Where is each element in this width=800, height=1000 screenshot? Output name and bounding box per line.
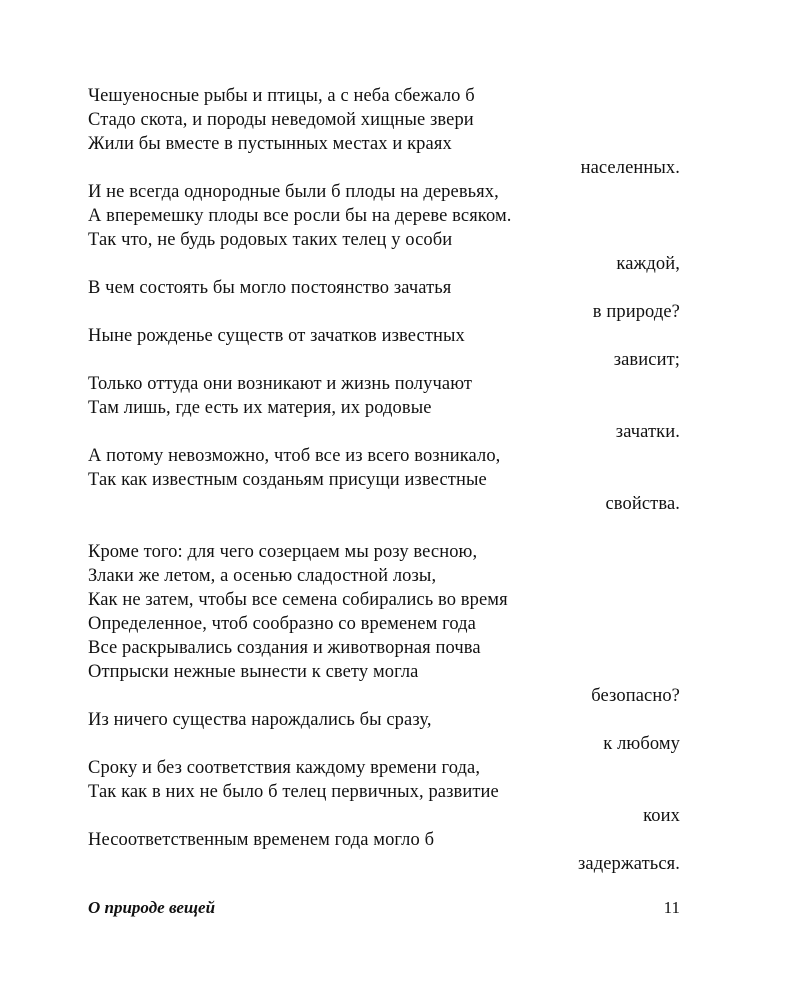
verse-line: Как не затем, чтобы все семена собирались во время — [88, 590, 508, 610]
verse-line-continuation: в природе? — [592, 302, 680, 322]
verse-line: Так как известным созданьям присущи известные — [88, 470, 487, 490]
verse-line: Жили бы вместе в пустынных местах и краях — [88, 134, 452, 154]
verse-line: Ныне рожденье существ от зачатков известных — [88, 326, 465, 346]
verse-line: Чешуеносные рыбы и птицы, а с неба сбежало б — [88, 86, 475, 106]
verse-line: А вперемешку плоды все росли бы на дереве всяком. — [88, 206, 512, 226]
verse-line: В чем состоять бы могло постоянство зачатья — [88, 278, 452, 298]
verse-line: Только оттуда они возникают и жизнь получают — [88, 374, 473, 394]
stanza-2 — [88, 540, 680, 876]
verse-line-continuation: зачатки. — [615, 422, 680, 442]
verse-line: Несоответственным временем года могло б — [88, 830, 435, 850]
verse-line-continuation: зависит; — [613, 350, 680, 370]
verse-line-continuation: каждой, — [616, 254, 680, 274]
verse-line: Сроку и без соответствия каждому времени года, — [88, 758, 481, 778]
poem-page — [88, 84, 680, 876]
stanza-1 — [88, 84, 680, 516]
verse-line: Отпрыски нежные вынести к свету могла — [88, 662, 419, 682]
verse-line: Злаки же летом, а осенью сладостной лозы, — [88, 566, 437, 586]
verse-line: Определенное, чтоб сообразно со временем года — [88, 614, 476, 634]
verse-line-continuation: коих — [643, 806, 680, 826]
verse-line: А потому невозможно, чтоб все из всего возникало, — [88, 446, 501, 466]
verse-line: Кроме того: для чего созерцаем мы розу весною, — [88, 542, 478, 562]
verse-line: Там лишь, где есть их материя, их родовые — [88, 398, 432, 418]
verse-line: Из ничего существа нарождались бы сразу, — [88, 710, 432, 730]
page-footer — [88, 896, 680, 920]
verse-line-continuation: безопасно? — [591, 686, 680, 706]
verse-line-continuation: населенных. — [580, 158, 680, 178]
verse-line-continuation: задержаться. — [578, 854, 680, 874]
verse-line: Стадо скота, и породы неведомой хищные звери — [88, 110, 474, 130]
verse-line-continuation: свойства. — [605, 494, 680, 514]
verse-line: И не всегда однородные были б плоды на деревьях, — [88, 182, 499, 202]
verse-line: Так как в них не было б телец первичных, развитие — [88, 782, 499, 802]
page-number: 11 — [663, 898, 680, 917]
verse-line: Все раскрывались создания и животворная почва — [88, 638, 481, 658]
verse-line-continuation: к любому — [603, 734, 680, 754]
verse-line: Так что, не будь родовых таких телец у особи — [88, 230, 453, 250]
running-title: О природе вещей — [88, 898, 216, 917]
